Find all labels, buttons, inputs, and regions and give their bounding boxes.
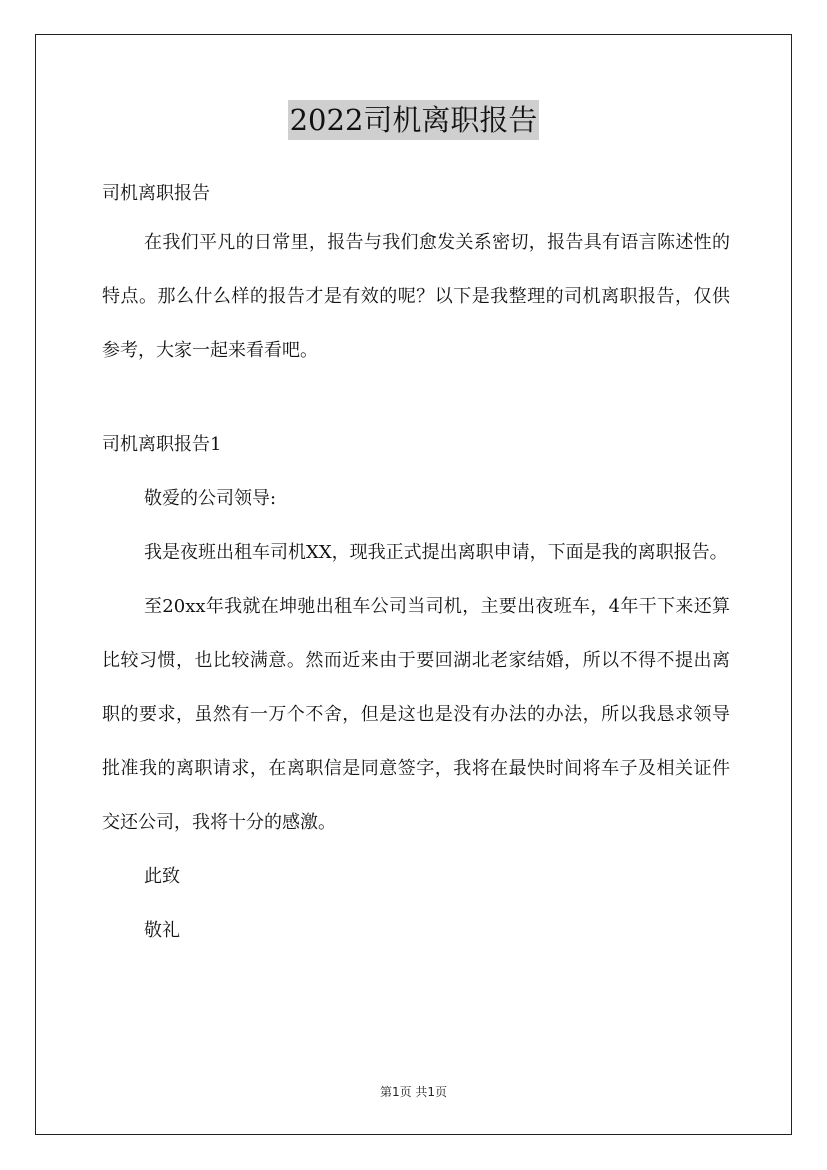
- closing-line-2: 敬礼: [144, 920, 180, 941]
- body-paragraph-1: 我是夜班出租车司机XX，现我正式提出离职申请，下面是我的离职报告。: [144, 542, 728, 563]
- body-paragraph-2: 至20xx年我就在坤驰出租车公司当司机，主要出夜班车，4年干下来还算比较习惯，也比较满意。然而近来由于要回湖北老家结婚，所以不得不提出离职的要求，虽然有一万个不舍，但是这也是没有办法的办法，所以我恳求领导批准我的离职请求，在离职信是同意签字，我将在最快时间将车子及相关证件交还公司，我将十分的感激。: [102, 596, 730, 833]
- document-body: [102, 172, 730, 958]
- section-gap: [102, 378, 730, 418]
- intro-paragraph: 在我们平凡的日常里，报告与我们愈发关系密切，报告具有语言陈述性的特点。那么什么样的报告才是有效的呢？以下是我整理的司机离职报告，仅供参考，大家一起来看看吧。: [102, 232, 730, 361]
- title-container: [0, 100, 827, 140]
- document-title: 2022司机离职报告: [288, 100, 540, 140]
- section-heading: 司机离职报告1: [102, 434, 222, 455]
- page-footer: 第1页 共1页: [379, 1085, 448, 1099]
- intro-heading: 司机离职报告: [102, 183, 210, 204]
- closing-line-1: 此致: [144, 866, 180, 887]
- salutation: 敬爱的公司领导:: [144, 488, 277, 509]
